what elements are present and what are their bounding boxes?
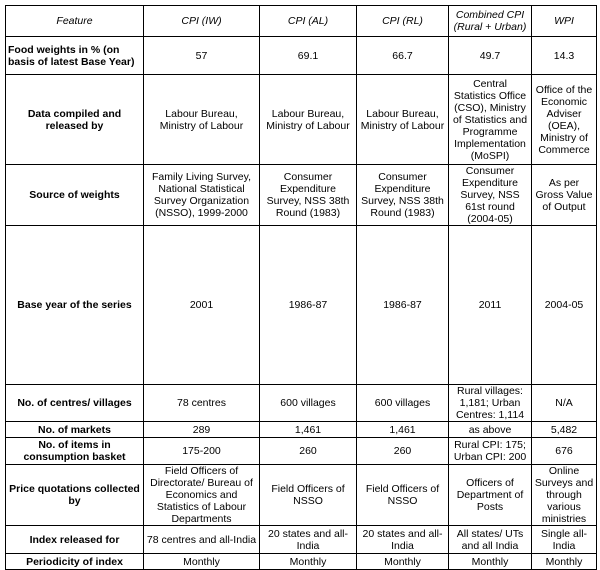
value-cell: Labour Bureau, Ministry of Labour (357, 75, 449, 165)
header-feature: Feature (6, 6, 144, 37)
value-cell: All states/ UTs and all India (449, 526, 532, 554)
value-cell: 78 centres and all-India (144, 526, 260, 554)
value-cell: Monthly (144, 554, 260, 570)
value-cell: N/A (532, 385, 597, 422)
value-cell: Single all-India (532, 526, 597, 554)
value-cell: Online Surveys and through various ministries (532, 465, 597, 526)
table-row (6, 526, 597, 554)
comparison-table (5, 5, 597, 570)
feature-cell: Food weights in % (on basis of latest Base Year) (6, 37, 144, 75)
value-cell: Consumer Expenditure Survey, NSS 38th Round (1983) (260, 165, 357, 226)
feature-cell: Base year of the series (6, 226, 144, 385)
header-combined-cpi: Combined CPI (Rural + Urban) (449, 6, 532, 37)
value-cell: 20 states and all-India (260, 526, 357, 554)
table-row (6, 37, 597, 75)
table-row (6, 554, 597, 570)
table-row (6, 226, 597, 385)
table-row (6, 422, 597, 438)
value-cell: 5,482 (532, 422, 597, 438)
feature-cell: Periodicity of index (6, 554, 144, 570)
table-row (6, 75, 597, 165)
header-cpi-rl: CPI (RL) (357, 6, 449, 37)
value-cell: Labour Bureau, Ministry of Labour (260, 75, 357, 165)
feature-cell: Source of weights (6, 165, 144, 226)
feature-cell: Data compiled and released by (6, 75, 144, 165)
value-cell: 1,461 (260, 422, 357, 438)
mospi-cell (449, 75, 532, 165)
value-cell: Field Officers of NSSO (260, 465, 357, 526)
value-cell: As per Gross Value of Output (532, 165, 597, 226)
value-cell: 66.7 (357, 37, 449, 75)
feature-cell: No. of items in consumption basket (6, 438, 144, 465)
table-row (6, 385, 597, 422)
value-cell: 1,461 (357, 422, 449, 438)
value-cell: Monthly (449, 554, 532, 570)
value-cell: 57 (144, 37, 260, 75)
value-cell: Family Living Survey, National Statistical Survey Organization (NSSO), 1999-2000 (144, 165, 260, 226)
value-cell: 1986-87 (260, 226, 357, 385)
table-row (6, 438, 597, 465)
value-cell: Consumer Expenditure Survey, NSS 38th Round (1983) (357, 165, 449, 226)
header-wpi: WPI (532, 6, 597, 37)
value-text: Central Statistics Office (CSO), Ministry of Statistics and Programme Implementation (MoSPI) (452, 77, 528, 162)
feature-cell: No. of markets (6, 422, 144, 438)
header-row (6, 6, 597, 37)
value-cell: 676 (532, 438, 597, 465)
value-cell: 260 (260, 438, 357, 465)
value-cell: Office of the Economic Adviser (OEA), Ministry of Commerce (532, 75, 597, 165)
value-cell: 600 villages (357, 385, 449, 422)
feature-cell: Price quotations collected by (6, 465, 144, 526)
value-cell: 600 villages (260, 385, 357, 422)
value-cell: 20 states and all-India (357, 526, 449, 554)
value-cell: Field Officers of Directorate/ Bureau of Economics and Statistics of Labour Departments (144, 465, 260, 526)
value-cell: Officers of Department of Posts (449, 465, 532, 526)
value-cell: 260 (357, 438, 449, 465)
value-cell: 69.1 (260, 37, 357, 75)
value-cell: 2001 (144, 226, 260, 385)
header-cpi-iw: CPI (IW) (144, 6, 260, 37)
value-cell: 78 centres (144, 385, 260, 422)
value-cell: 14.3 (532, 37, 597, 75)
table-row (6, 465, 597, 526)
value-cell: Consumer Expenditure Survey, NSS 61st round (2004-05) (449, 165, 532, 226)
value-cell: Labour Bureau, Ministry of Labour (144, 75, 260, 165)
value-cell: Monthly (260, 554, 357, 570)
value-cell: Monthly (357, 554, 449, 570)
value-cell: 2004-05 (532, 226, 597, 385)
feature-cell: No. of centres/ villages (6, 385, 144, 422)
value-cell: Field Officers of NSSO (357, 465, 449, 526)
header-cpi-al: CPI (AL) (260, 6, 357, 37)
value-cell: 49.7 (449, 37, 532, 75)
value-cell: 1986-87 (357, 226, 449, 385)
value-cell: as above (449, 422, 532, 438)
table-row (6, 165, 597, 226)
value-cell: Monthly (532, 554, 597, 570)
value-cell: 175-200 (144, 438, 260, 465)
feature-cell: Index released for (6, 526, 144, 554)
value-cell: Rural villages: 1,181; Urban Centres: 1,114 (449, 385, 532, 422)
value-cell: 2011 (449, 226, 532, 385)
value-cell: 289 (144, 422, 260, 438)
value-cell: Rural CPI: 175; Urban CPI: 200 (449, 438, 532, 465)
